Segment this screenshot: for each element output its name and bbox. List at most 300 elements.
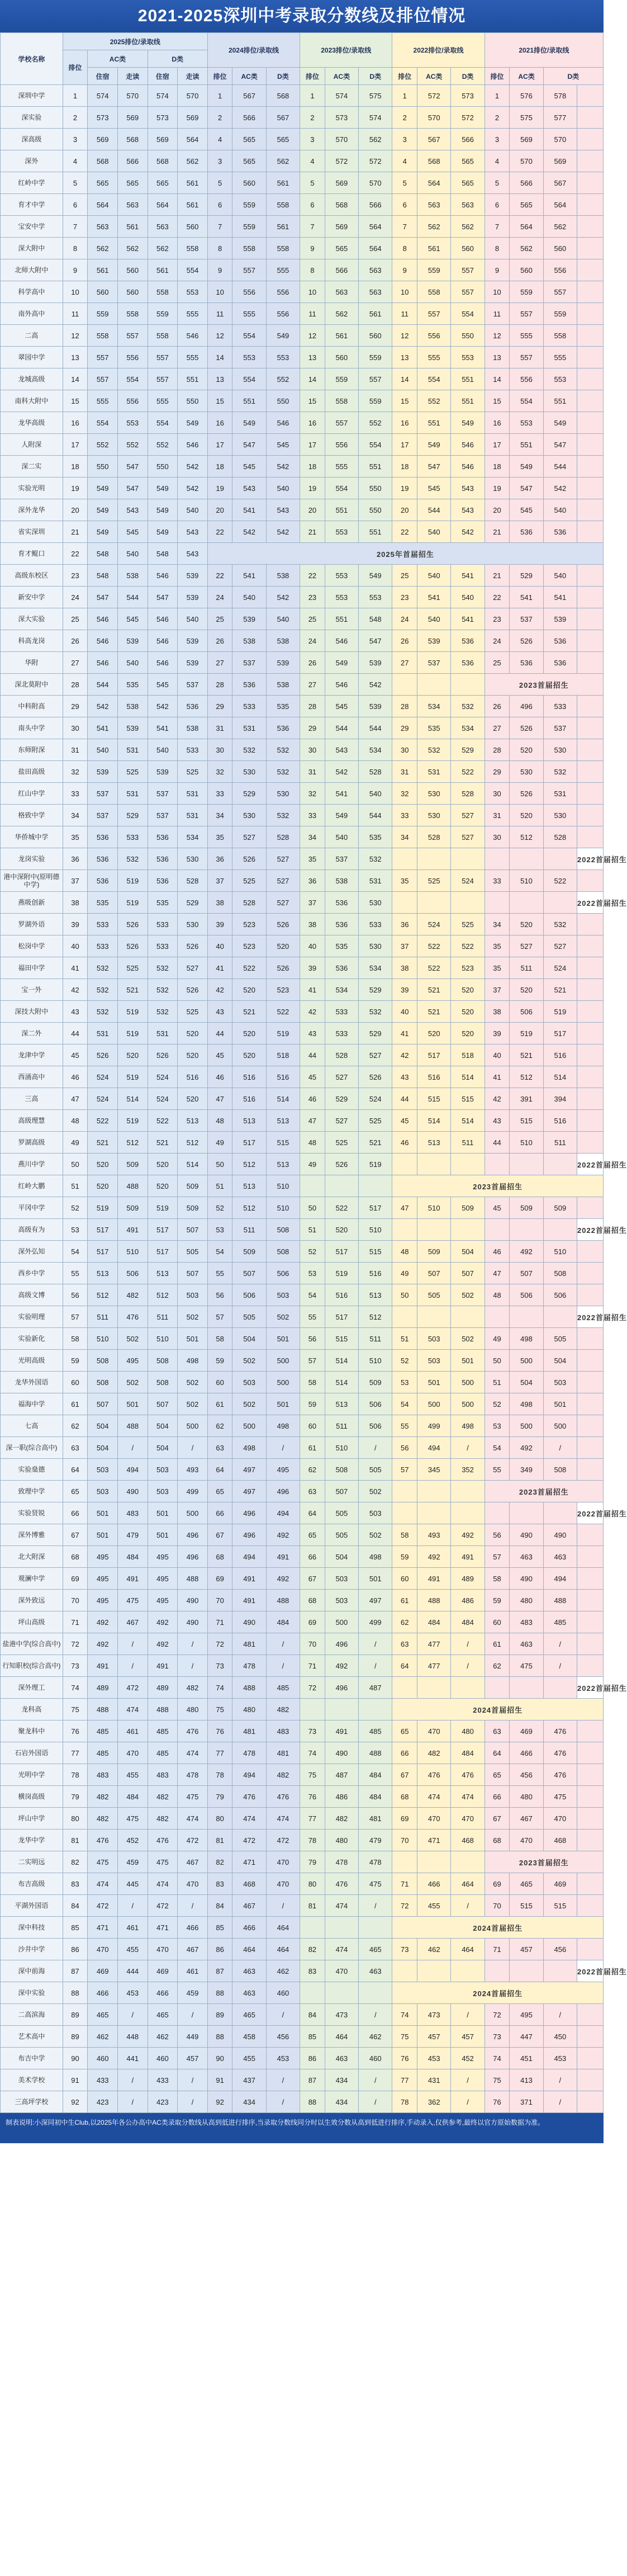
school-name: 深北莫附中 bbox=[1, 674, 63, 696]
score-2025-cell: 569 bbox=[178, 107, 208, 129]
score-cell: 476 bbox=[543, 1742, 577, 1764]
score-cell: 474 bbox=[417, 1786, 451, 1808]
table-row bbox=[1, 1917, 604, 1939]
score-cell: 485 bbox=[543, 1611, 577, 1633]
rank-2025-cell: 49 bbox=[63, 1132, 88, 1154]
score-2025-cell: 519 bbox=[117, 892, 148, 914]
score-2025-cell: 533 bbox=[117, 826, 148, 848]
score-2025-cell: / bbox=[117, 1633, 148, 1655]
pad-cell bbox=[577, 499, 604, 521]
score-2025-cell: 558 bbox=[148, 281, 178, 303]
score-2025-cell: 512 bbox=[148, 1284, 178, 1306]
rank-2025-cell: 37 bbox=[63, 870, 88, 892]
score-cell: 502 bbox=[359, 1481, 392, 1502]
score-cell: 567 bbox=[417, 129, 451, 150]
score-cell: 485 bbox=[266, 1677, 300, 1699]
score-cell bbox=[417, 1219, 451, 1241]
table-row bbox=[1, 1960, 604, 1982]
first-enrollment-banner: 2022首届招生 bbox=[577, 1154, 604, 1175]
score-cell: 527 bbox=[266, 870, 300, 892]
rank-cell: 46 bbox=[300, 1088, 325, 1110]
score-cell: 538 bbox=[266, 630, 300, 652]
score-cell bbox=[392, 1154, 417, 1175]
rank-cell: 39 bbox=[207, 914, 232, 935]
score-2025-cell: 476 bbox=[148, 1830, 178, 1851]
rank-cell: 77 bbox=[300, 1808, 325, 1830]
rank-2025-cell: 82 bbox=[63, 1851, 88, 1873]
score-cell bbox=[451, 848, 484, 870]
score-cell: 564 bbox=[417, 172, 451, 194]
score-cell: 37 bbox=[300, 892, 325, 914]
rank-cell: 40 bbox=[392, 1001, 417, 1023]
score-cell: 564 bbox=[359, 216, 392, 238]
rank-2025-cell: 47 bbox=[63, 1088, 88, 1110]
rank-cell: 44 bbox=[392, 1088, 417, 1110]
school-name: 平湖外国语 bbox=[1, 1895, 63, 1917]
score-cell: 491 bbox=[232, 1590, 266, 1611]
rank-cell: 73 bbox=[484, 2026, 510, 2048]
rank-cell: 17 bbox=[392, 434, 417, 456]
score-cell: 558 bbox=[543, 325, 577, 347]
rank-cell: 16 bbox=[484, 412, 510, 434]
score-cell: 540 bbox=[359, 783, 392, 805]
rank-cell: 69 bbox=[392, 1808, 417, 1830]
rank-cell: 66 bbox=[300, 1546, 325, 1568]
score-cell: 522 bbox=[232, 957, 266, 979]
score-cell: 493 bbox=[417, 1524, 451, 1546]
rank-cell: 22 bbox=[392, 521, 417, 543]
score-cell bbox=[484, 1960, 510, 1982]
table-row bbox=[1, 1154, 604, 1175]
rank-cell: 48 bbox=[207, 1110, 232, 1132]
score-cell: 540 bbox=[543, 499, 577, 521]
table-row bbox=[1, 608, 604, 630]
score-cell: 541 bbox=[232, 499, 266, 521]
score-2025-cell: 490 bbox=[178, 1590, 208, 1611]
pad-cell bbox=[577, 1873, 604, 1895]
rank-cell: 68 bbox=[207, 1546, 232, 1568]
score-2025-cell: 528 bbox=[178, 870, 208, 892]
score-2025-cell: 561 bbox=[88, 259, 118, 281]
score-2025-cell: 506 bbox=[117, 1263, 148, 1284]
pad-cell bbox=[577, 1830, 604, 1851]
score-cell: 560 bbox=[359, 325, 392, 347]
score-cell: 520 bbox=[325, 1219, 358, 1241]
score-cell: 520 bbox=[510, 979, 543, 1001]
score-cell: 561 bbox=[266, 172, 300, 194]
score-2025-cell: 484 bbox=[117, 1786, 148, 1808]
school-name: 深技大附中 bbox=[1, 1001, 63, 1023]
school-name: 北大附深 bbox=[1, 1546, 63, 1568]
score-cell: 565 bbox=[232, 129, 266, 150]
score-2025-cell: 529 bbox=[117, 805, 148, 826]
pad-cell bbox=[577, 957, 604, 979]
score-cell: 456 bbox=[266, 2026, 300, 2048]
table-row bbox=[1, 870, 604, 892]
rank-cell: 35 bbox=[484, 935, 510, 957]
score-2025-cell: 509 bbox=[178, 1175, 208, 1197]
score-cell: 547 bbox=[510, 478, 543, 499]
score-cell: 476 bbox=[325, 1873, 358, 1895]
score-2025-cell: 489 bbox=[148, 1677, 178, 1699]
pad-cell bbox=[577, 652, 604, 674]
rank-2025-cell: 50 bbox=[63, 1154, 88, 1175]
score-cell: 474 bbox=[325, 1939, 358, 1960]
table-row bbox=[1, 1677, 604, 1699]
rank-cell: 34 bbox=[207, 805, 232, 826]
school-name: 深圳中学 bbox=[1, 85, 63, 107]
pad-cell bbox=[577, 238, 604, 259]
score-cell: / bbox=[451, 2091, 484, 2113]
score-cell: 520 bbox=[451, 1023, 484, 1044]
score-cell: 572 bbox=[325, 150, 358, 172]
score-cell: / bbox=[543, 2069, 577, 2091]
table-row bbox=[1, 390, 604, 412]
rank-cell: 25 bbox=[392, 565, 417, 587]
score-cell: 498 bbox=[510, 1328, 543, 1350]
score-cell: 552 bbox=[417, 390, 451, 412]
score-cell: 491 bbox=[266, 1546, 300, 1568]
score-2025-cell: 537 bbox=[148, 805, 178, 826]
rank-cell: 50 bbox=[392, 1284, 417, 1306]
score-2025-cell: 466 bbox=[178, 1917, 208, 1939]
pad-cell bbox=[577, 608, 604, 630]
pad-cell bbox=[577, 2004, 604, 2026]
rank-cell: 16 bbox=[207, 412, 232, 434]
score-2025-cell: 557 bbox=[148, 368, 178, 390]
table-row bbox=[1, 761, 604, 783]
score-cell: 557 bbox=[510, 303, 543, 325]
score-cell: 506 bbox=[232, 1284, 266, 1306]
score-2025-cell: 485 bbox=[148, 1721, 178, 1742]
rank-2025-cell: 88 bbox=[63, 1982, 88, 2004]
score-2025-cell: / bbox=[178, 1633, 208, 1655]
score-cell: 492 bbox=[266, 1524, 300, 1546]
score-cell: 504 bbox=[232, 1328, 266, 1350]
score-cell bbox=[510, 1219, 543, 1241]
score-cell: 492 bbox=[266, 1568, 300, 1590]
score-2025-cell: 495 bbox=[88, 1546, 118, 1568]
rank-cell: 60 bbox=[300, 1415, 325, 1437]
score-cell: 546 bbox=[266, 412, 300, 434]
table-row bbox=[1, 1088, 604, 1110]
header-2025-ac-zhusu: 住宿 bbox=[88, 68, 118, 85]
score-cell: 456 bbox=[510, 1764, 543, 1786]
table-header bbox=[1, 33, 604, 85]
rank-cell: 65 bbox=[392, 1721, 417, 1742]
score-2025-cell: 553 bbox=[178, 281, 208, 303]
table-row bbox=[1, 1263, 604, 1284]
table-row bbox=[1, 2091, 604, 2113]
score-cell bbox=[417, 848, 451, 870]
score-cell: 536 bbox=[325, 914, 358, 935]
score-cell bbox=[510, 848, 543, 870]
rank-2025-cell: 76 bbox=[63, 1721, 88, 1742]
score-2025-cell: 555 bbox=[148, 390, 178, 412]
score-2025-cell: 510 bbox=[117, 1241, 148, 1263]
score-cell: 542 bbox=[543, 478, 577, 499]
rank-cell: 1 bbox=[392, 85, 417, 107]
school-name: 深外 bbox=[1, 150, 63, 172]
score-cell: 480 bbox=[510, 1590, 543, 1611]
rank-cell: 25 bbox=[300, 608, 325, 630]
pad-cell bbox=[577, 1895, 604, 1917]
rank-cell: 83 bbox=[207, 1873, 232, 1895]
score-2025-cell: 565 bbox=[117, 172, 148, 194]
score-cell: 498 bbox=[451, 1415, 484, 1437]
score-cell: 554 bbox=[232, 368, 266, 390]
table-row bbox=[1, 303, 604, 325]
score-cell: 464 bbox=[451, 1873, 484, 1895]
rank-cell: 84 bbox=[207, 1895, 232, 1917]
rank-cell: 16 bbox=[392, 412, 417, 434]
score-cell: 553 bbox=[325, 521, 358, 543]
school-name: 人附深 bbox=[1, 434, 63, 456]
score-2025-cell: 547 bbox=[148, 587, 178, 608]
table-row bbox=[1, 1372, 604, 1393]
score-cell: 574 bbox=[325, 85, 358, 107]
rank-2025-cell: 27 bbox=[63, 652, 88, 674]
score-cell: 462 bbox=[359, 2026, 392, 2048]
score-cell: 505 bbox=[325, 1502, 358, 1524]
rank-2025-cell: 39 bbox=[63, 914, 88, 935]
pad-cell bbox=[577, 761, 604, 783]
rank-cell: 53 bbox=[300, 1263, 325, 1284]
score-cell: 525 bbox=[325, 1132, 358, 1154]
rank-2025-cell: 3 bbox=[63, 129, 88, 150]
score-cell bbox=[510, 1154, 543, 1175]
table-row bbox=[1, 935, 604, 957]
school-name: 深大附中 bbox=[1, 238, 63, 259]
rank-cell: 58 bbox=[484, 1568, 510, 1590]
score-2025-cell: 509 bbox=[178, 1197, 208, 1219]
score-cell: 551 bbox=[359, 521, 392, 543]
rank-2025-cell: 7 bbox=[63, 216, 88, 238]
rank-2025-cell: 87 bbox=[63, 1960, 88, 1982]
rank-cell: 34 bbox=[484, 914, 510, 935]
score-cell: 524 bbox=[451, 870, 484, 892]
score-cell: 540 bbox=[232, 587, 266, 608]
school-name: 龙津中学 bbox=[1, 1044, 63, 1066]
score-cell: 516 bbox=[232, 1088, 266, 1110]
score-2025-cell: 556 bbox=[117, 390, 148, 412]
pad-cell bbox=[577, 129, 604, 150]
table-row bbox=[1, 543, 604, 565]
score-2025-cell: 552 bbox=[117, 434, 148, 456]
score-cell: 551 bbox=[451, 368, 484, 390]
score-cell: 490 bbox=[325, 1742, 358, 1764]
score-cell: 572 bbox=[359, 150, 392, 172]
score-2025-cell: 513 bbox=[88, 1263, 118, 1284]
rank-cell: 67 bbox=[207, 1524, 232, 1546]
score-cell: 529 bbox=[232, 783, 266, 805]
score-2025-cell: 546 bbox=[88, 630, 118, 652]
pad-cell bbox=[577, 2048, 604, 2069]
rank-2025-cell: 11 bbox=[63, 303, 88, 325]
score-2025-cell: 495 bbox=[148, 1546, 178, 1568]
score-2025-cell: 555 bbox=[88, 390, 118, 412]
score-cell: 534 bbox=[451, 717, 484, 739]
score-cell: 502 bbox=[232, 1393, 266, 1415]
rank-cell: 42 bbox=[484, 1088, 510, 1110]
score-cell: 547 bbox=[232, 434, 266, 456]
score-cell: 531 bbox=[543, 783, 577, 805]
score-cell: 508 bbox=[266, 1219, 300, 1241]
school-name: 二高滨海 bbox=[1, 2004, 63, 2026]
score-2025-cell: / bbox=[178, 1655, 208, 1677]
score-cell: 394 bbox=[543, 1088, 577, 1110]
table-row bbox=[1, 2004, 604, 2026]
score-cell: 576 bbox=[510, 85, 543, 107]
rank-cell: 43 bbox=[207, 1001, 232, 1023]
rank-cell: 34 bbox=[392, 826, 417, 848]
score-cell: 509 bbox=[510, 1197, 543, 1219]
rank-cell: 5 bbox=[484, 172, 510, 194]
score-2025-cell: 507 bbox=[88, 1393, 118, 1415]
score-2025-cell: 491 bbox=[117, 1219, 148, 1241]
score-2025-cell: 525 bbox=[178, 761, 208, 783]
score-cell: 515 bbox=[543, 1895, 577, 1917]
pad-cell bbox=[577, 914, 604, 935]
score-cell: / bbox=[543, 2004, 577, 2026]
score-2025-cell: 549 bbox=[88, 521, 118, 543]
rank-cell: 81 bbox=[207, 1830, 232, 1851]
score-cell: 466 bbox=[417, 1873, 451, 1895]
rank-cell: 26 bbox=[484, 696, 510, 717]
rank-cell: 75 bbox=[300, 1764, 325, 1786]
score-cell: 522 bbox=[451, 761, 484, 783]
score-cell: 465 bbox=[232, 2004, 266, 2026]
score-2025-cell: 471 bbox=[148, 1917, 178, 1939]
score-cell: 573 bbox=[325, 107, 358, 129]
score-2025-cell: 532 bbox=[148, 957, 178, 979]
score-cell bbox=[392, 1502, 417, 1524]
table-row bbox=[1, 587, 604, 608]
score-cell: 520 bbox=[510, 914, 543, 935]
rank-cell: 62 bbox=[392, 1611, 417, 1633]
score-2025-cell: 561 bbox=[148, 259, 178, 281]
score-2025-cell: 563 bbox=[117, 194, 148, 216]
score-cell: 527 bbox=[451, 826, 484, 848]
rank-cell: 13 bbox=[392, 347, 417, 368]
score-2025-cell: 540 bbox=[148, 739, 178, 761]
score-cell: / bbox=[359, 2069, 392, 2091]
rank-cell: 56 bbox=[300, 1328, 325, 1350]
score-cell: 526 bbox=[510, 783, 543, 805]
school-name: 石岩外国语 bbox=[1, 1742, 63, 1764]
rank-cell: 92 bbox=[207, 2091, 232, 2113]
score-cell: 538 bbox=[266, 674, 300, 696]
score-cell: 500 bbox=[510, 1415, 543, 1437]
score-cell: 555 bbox=[232, 303, 266, 325]
rank-cell: 79 bbox=[207, 1786, 232, 1808]
table-row bbox=[1, 434, 604, 456]
score-cell: 554 bbox=[451, 303, 484, 325]
score-cell: 532 bbox=[359, 1001, 392, 1023]
score-cell: 482 bbox=[266, 1699, 300, 1721]
score-2025-cell: 573 bbox=[148, 107, 178, 129]
pad-cell bbox=[577, 2026, 604, 2048]
pad-cell bbox=[577, 1415, 604, 1437]
school-name: 龙华中学 bbox=[1, 1830, 63, 1851]
score-2025-cell: 509 bbox=[117, 1197, 148, 1219]
score-2025-cell: 564 bbox=[178, 129, 208, 150]
score-2025-cell: 500 bbox=[178, 1502, 208, 1524]
pad-cell bbox=[577, 303, 604, 325]
rank-cell: 3 bbox=[207, 150, 232, 172]
first-enrollment-banner: 2022首届招生 bbox=[577, 1677, 604, 1699]
score-cell: 514 bbox=[451, 1066, 484, 1088]
score-cell: 495 bbox=[266, 1459, 300, 1481]
score-cell: 558 bbox=[232, 238, 266, 259]
score-cell: 500 bbox=[543, 1415, 577, 1437]
table-row bbox=[1, 848, 604, 870]
score-cell bbox=[392, 848, 417, 870]
score-cell: 551 bbox=[543, 390, 577, 412]
score-cell: 551 bbox=[510, 434, 543, 456]
rank-cell: 12 bbox=[392, 325, 417, 347]
first-enrollment-banner: 2022首届招生 bbox=[577, 892, 604, 914]
school-name: 致理中学 bbox=[1, 1481, 63, 1502]
rank-cell: 33 bbox=[207, 783, 232, 805]
rank-2025-cell: 91 bbox=[63, 2069, 88, 2091]
score-2025-cell: 522 bbox=[148, 1110, 178, 1132]
score-cell: 517 bbox=[232, 1132, 266, 1154]
rank-cell: 54 bbox=[207, 1241, 232, 1263]
score-2025-cell: 532 bbox=[148, 1001, 178, 1023]
rank-cell: 29 bbox=[207, 696, 232, 717]
school-name: 中科附高 bbox=[1, 696, 63, 717]
rank-cell: 21 bbox=[484, 565, 510, 587]
score-2025-cell: 533 bbox=[148, 914, 178, 935]
score-cell: 468 bbox=[451, 1830, 484, 1851]
rank-cell: 15 bbox=[392, 390, 417, 412]
rank-cell: 38 bbox=[484, 1001, 510, 1023]
score-cell: 66 bbox=[207, 1502, 232, 1524]
score-cell: 536 bbox=[325, 892, 358, 914]
page-title: 2021-2025深圳中考录取分数线及排位情况 bbox=[0, 0, 604, 32]
rank-cell: 37 bbox=[484, 979, 510, 1001]
score-2025-cell: 491 bbox=[148, 1655, 178, 1677]
score-cell: / bbox=[543, 1437, 577, 1459]
score-2025-cell: 501 bbox=[88, 1524, 118, 1546]
score-cell: 413 bbox=[510, 2069, 543, 2091]
score-cell: 536 bbox=[543, 521, 577, 543]
score-2025-cell: 492 bbox=[88, 1633, 118, 1655]
score-2025-cell: 538 bbox=[178, 717, 208, 739]
score-cell: 543 bbox=[451, 499, 484, 521]
score-cell: 556 bbox=[510, 368, 543, 390]
rank-cell: 49 bbox=[207, 1132, 232, 1154]
score-cell: / bbox=[359, 1655, 392, 1677]
table-row bbox=[1, 652, 604, 674]
score-2025-cell: 520 bbox=[88, 1175, 118, 1197]
school-name: 横岗高级 bbox=[1, 1786, 63, 1808]
score-cell bbox=[451, 1960, 484, 1982]
header-2024-d: D类 bbox=[266, 68, 300, 85]
table-row bbox=[1, 1742, 604, 1764]
score-cell bbox=[325, 1175, 358, 1197]
score-cell: 528 bbox=[543, 826, 577, 848]
score-cell: 534 bbox=[325, 979, 358, 1001]
table-row bbox=[1, 1437, 604, 1459]
score-2025-cell: 563 bbox=[88, 216, 118, 238]
score-cell: 506 bbox=[359, 1393, 392, 1415]
school-name: 宝一外 bbox=[1, 979, 63, 1001]
score-cell: 534 bbox=[359, 957, 392, 979]
score-cell: 467 bbox=[232, 1895, 266, 1917]
rank-2025-cell: 29 bbox=[63, 696, 88, 717]
